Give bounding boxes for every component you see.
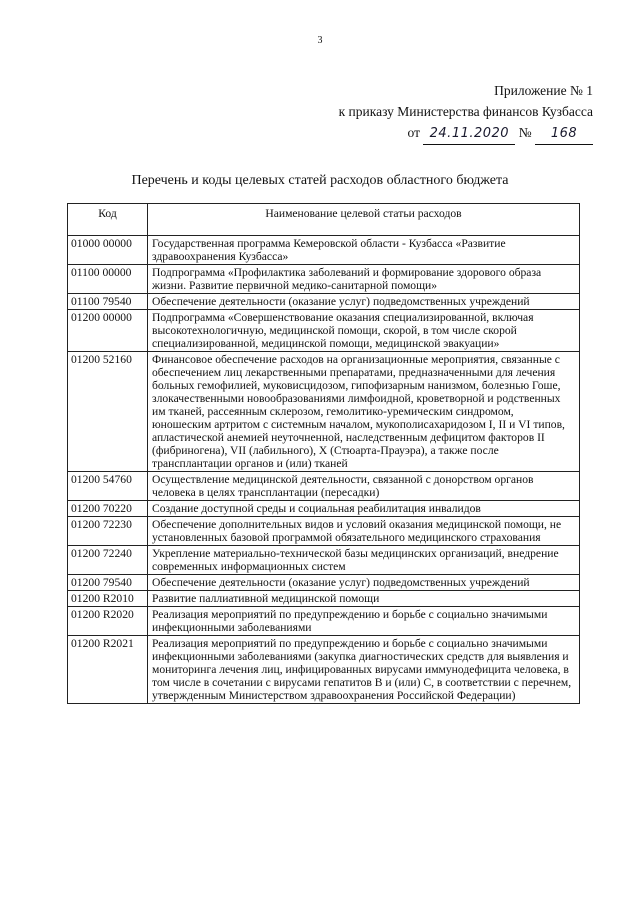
- row-name: Государственная программа Кемеровской области - Кузбасса «Развитие здравоохранения Кузбасса»: [148, 236, 580, 265]
- annex-block: [339, 80, 593, 145]
- row-code: 01200 72240: [68, 546, 148, 575]
- annex-title: Приложение № 1: [494, 83, 593, 98]
- row-code: 01200 52160: [68, 352, 148, 472]
- table-row: [68, 501, 580, 517]
- row-name: Реализация мероприятий по предупреждению и борьбе с социально значимыми инфекционными заболеваниями: [148, 607, 580, 636]
- row-code: 01200 70220: [68, 501, 148, 517]
- table-row: [68, 591, 580, 607]
- row-code: 01000 00000: [68, 236, 148, 265]
- from-label: от: [407, 125, 420, 140]
- row-code: 01200 R2010: [68, 591, 148, 607]
- row-code: 01200 79540: [68, 575, 148, 591]
- table-row: [68, 352, 580, 472]
- row-code: 01200 00000: [68, 310, 148, 352]
- row-code: 01200 R2021: [68, 636, 148, 704]
- table-row: [68, 575, 580, 591]
- table-row: [68, 546, 580, 575]
- row-name: Реализация мероприятий по предупреждению и борьбе с социально значимыми инфекционными заболеваниями (закупка диагностических средств для выявления и мониторинга лечения лиц, инфицированных вирусами иммунодефицита человека, в том числе в сочетании с вирусами гепатитов В и (или) С, в соответствии с перечнем, утвержденным Министерством здравоохранения Российской Федерации): [148, 636, 580, 704]
- row-name: Создание доступной среды и социальная реабилитация инвалидов: [148, 501, 580, 517]
- row-name: Осуществление медицинской деятельности, связанной с донорством органов человека в целях трансплантации (пересадки): [148, 472, 580, 501]
- table-row: [68, 636, 580, 704]
- table-row: [68, 294, 580, 310]
- row-name: Обеспечение дополнительных видов и условий оказания медицинской помощи, не установленных базовой программой обязательного медицинского страхования: [148, 517, 580, 546]
- table-row: [68, 607, 580, 636]
- table-header-row: [68, 204, 580, 236]
- target-articles-table: [67, 203, 580, 704]
- table-row: [68, 472, 580, 501]
- row-name: Развитие паллиативной медицинской помощи: [148, 591, 580, 607]
- document-title: Перечень и коды целевых статей расходов областного бюджета: [131, 173, 509, 188]
- row-name: Подпрограмма «Совершенствование оказания специализированной, включая высокотехнологичную, медицинской помощи, скорой, в том числе скорой специализированной, медицинской помощи, медицинской эвакуации»: [148, 310, 580, 352]
- row-code: 01100 00000: [68, 265, 148, 294]
- annex-order-line: [339, 122, 593, 145]
- table-row: [68, 236, 580, 265]
- order-date: 24.11.2020: [423, 123, 515, 145]
- header-code: Код: [68, 204, 148, 236]
- page-number: 3: [317, 35, 323, 46]
- table-body: [68, 236, 580, 704]
- table-row: [68, 265, 580, 294]
- table-row: [68, 310, 580, 352]
- row-name: Обеспечение деятельности (оказание услуг) подведомственных учреждений: [148, 575, 580, 591]
- row-name: Обеспечение деятельности (оказание услуг) подведомственных учреждений: [148, 294, 580, 310]
- row-code: 01200 72230: [68, 517, 148, 546]
- number-label: №: [518, 125, 532, 140]
- order-number: 168: [535, 123, 593, 145]
- header-name: Наименование целевой статьи расходов: [148, 204, 580, 236]
- row-name: Укрепление материально-технической базы медицинских организаций, внедрение современных информационных систем: [148, 546, 580, 575]
- table-row: [68, 517, 580, 546]
- row-name: Финансовое обеспечение расходов на организационные мероприятия, связанные с обеспечением лиц лекарственными препаратами, предназначенными для лечения больных гемофилией, муковисцидозом, гипофизарным нанизмом, болезнью Гоше, злокачественными новообразованиями лимфоидной, кроветворной и родственных им тканей, рассеянным склерозом, гемолитико-уремическим синдромом, юношеским артритом с системным началом, мукополисахаридозом I, II и VI типов, апластической анемией неуточненной, наследственным дефицитом факторов II (фибриногена), VII (лабильного), X (Стюарта-Прауэра), а также после трансплантации органов и (или) тканей: [148, 352, 580, 472]
- annex-order-reference: к приказу Министерства финансов Кузбасса: [338, 104, 593, 119]
- row-code: 01100 79540: [68, 294, 148, 310]
- row-name: Подпрограмма «Профилактика заболеваний и формирование здорового образа жизни. Развитие первичной медико-санитарной помощи»: [148, 265, 580, 294]
- row-code: 01200 54760: [68, 472, 148, 501]
- row-code: 01200 R2020: [68, 607, 148, 636]
